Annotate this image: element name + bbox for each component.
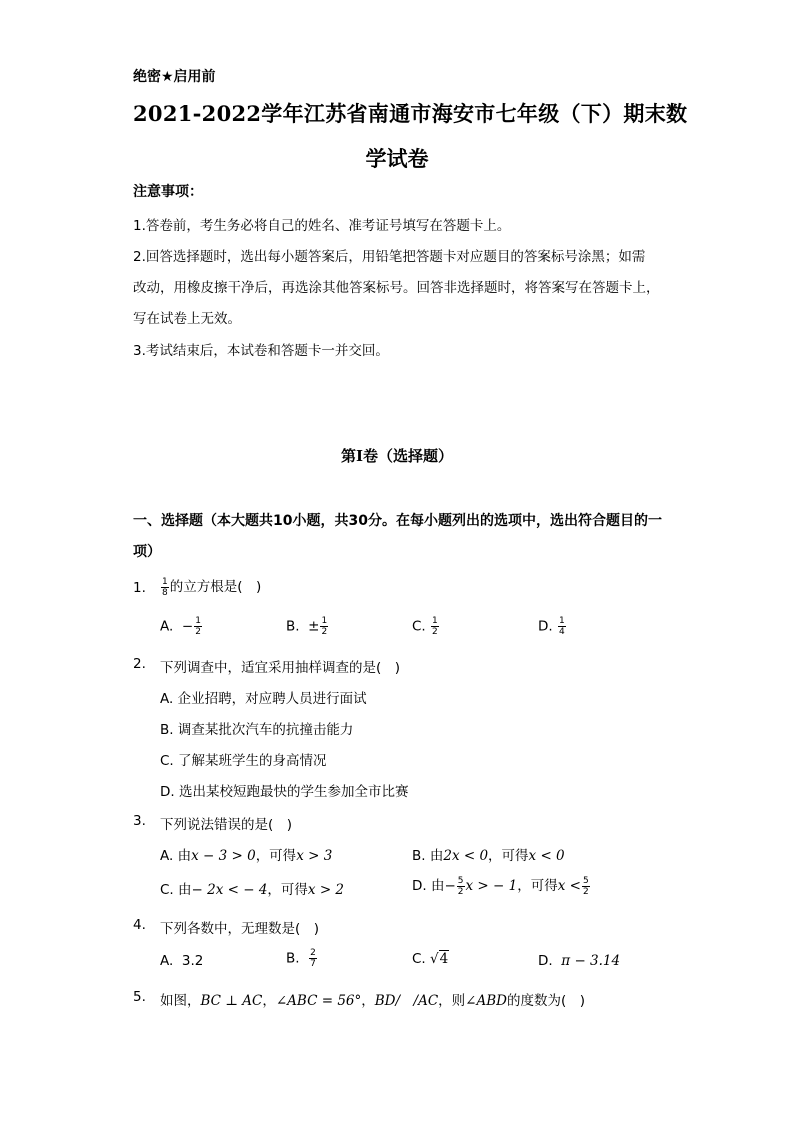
option-b: B. 由2x < 0，可得x < 0 xyxy=(412,848,565,864)
question-number: 4. xyxy=(133,917,146,933)
option-a: A. 3.2 xyxy=(160,953,204,969)
question-number: 5. xyxy=(133,989,146,1005)
notice-item-2-line3: 写在试卷上无效。 xyxy=(133,311,241,327)
confidential-label: 绝密★启用前 xyxy=(133,69,216,85)
option-c: C. 了解某班学生的身高情况 xyxy=(160,753,327,769)
exam-title-line2: 学试卷 xyxy=(365,146,429,171)
section-title: 第Ⅰ卷（选择题） xyxy=(340,447,454,465)
question-number: 3. xyxy=(133,813,146,829)
option-a: A. 企业招聘，对应聘人员进行面试 xyxy=(160,691,367,707)
option-a: A. 由x − 3 > 0，可得x > 3 xyxy=(160,848,333,864)
option-d: D. π − 3.14 xyxy=(538,953,621,969)
part-heading-line2: 项） xyxy=(133,544,161,560)
exam-title-line1: 2021-2022学年江苏省南通市海安市七年级（下）期末数 xyxy=(133,101,688,126)
option-b: B. 调查某批次汽车的抗撞击能力 xyxy=(160,722,354,738)
question-number: 1. xyxy=(133,580,146,596)
question-3-stem: 下列说法错误的是( ) xyxy=(160,817,293,833)
option-d: D. 选出某校短跑最快的学生参加全市比赛 xyxy=(160,784,409,800)
option-d: D. $\frac{1}{4}$ xyxy=(538,616,565,637)
option-a: A. − $\frac{1}{2}$ xyxy=(160,616,201,637)
question-number: 2. xyxy=(133,656,146,672)
option-b: B. $\frac{2}{7}$ xyxy=(286,948,316,969)
option-c: C. 由− 2x < − 4，可得x > 2 xyxy=(160,882,345,898)
option-b: B. ± $\frac{1}{2}$ xyxy=(286,616,328,637)
option-c: C. $\frac{1}{2}$ xyxy=(412,616,438,637)
notice-item-3: 3.考试结束后，本试卷和答题卡一并交回。 xyxy=(133,343,389,359)
option-c: C. √4 xyxy=(412,951,449,967)
notice-heading: 注意事项： xyxy=(133,184,203,200)
option-d: D. 由− $\frac{5}{2}$ x > − 1，可得x < $\frac{5}{2}$ xyxy=(412,875,589,897)
question-2-stem: 下列调查中，适宜采用抽样调查的是( ) xyxy=(160,660,401,676)
notice-item-2-line1: 2.回答选择题时，选出每小题答案后，用铅笔把答题卡对应题目的答案标号涂黑；如需 xyxy=(133,249,646,265)
notice-item-1: 1.答卷前，考生务必将自己的姓名、准考证号填写在答题卡上。 xyxy=(133,218,511,234)
part-heading-line1: 一、选择题（本大题共10小题，共30分。在每小题列出的选项中，选出符合题目的一 xyxy=(133,513,662,529)
notice-item-2-line2: 改动，用橡皮擦干净后，再选涂其他答案标号。回答非选择题时，将答案写在答题卡上， xyxy=(133,280,660,296)
question-4-stem: 下列各数中，无理数是( ) xyxy=(160,921,320,937)
fraction: $\frac{1}{8}$ xyxy=(162,576,168,598)
question-5-stem: 如图，BC ⊥ AC，∠ABC = 56°，BD/ /AC，则∠ABD的度数为( ) xyxy=(160,993,586,1009)
question-1-stem: $\frac{1}{8}$ 的立方根是( ) xyxy=(162,576,262,598)
